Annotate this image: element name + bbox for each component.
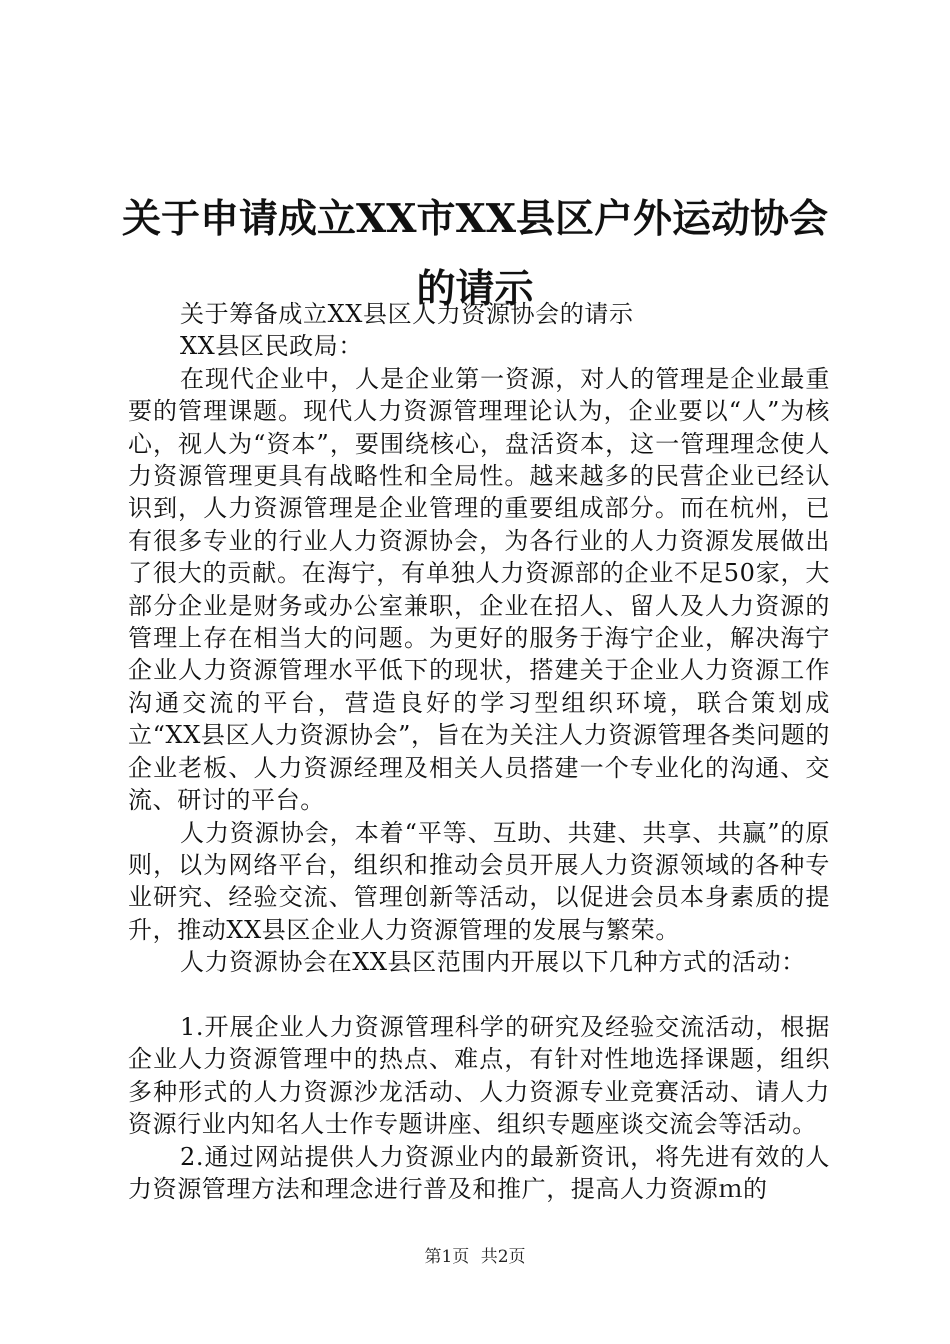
- page-number: 第1页: [424, 1247, 470, 1267]
- paragraph-principle: 人力资源协会，本着“平等、互助、共建、共享、共赢”的原则，以为网络平台，组织和推动会员开展人力资源领域的各种专业研究、经验交流、管理创新等活动，以促进会员本身素质的提升，推动XX县区企业人力资源管理的发展与繁荣。: [128, 818, 830, 944]
- paragraph-activities-lead: 人力资源协会在XX县区范围内开展以下几种方式的活动：: [180, 948, 806, 977]
- page-total: 共2页: [480, 1247, 526, 1267]
- page-footer: [0, 1242, 950, 1267]
- paragraph-intro: 在现代企业中，人是企业第一资源，对人的管理是企业最重要的管理课题。现代人力资源管理理论认为，企业要以“人”为核心，视人为“资本”，要围绕核心，盘活资本，这一管理理念使人力资源管理更具有战略性和全局性。越来越多的民营企业已经认识到，人力资源管理是企业管理的重要组成部分。而在杭州，已有很多专业的行业人力资源协会，为各行业的人力资源发展做出了很大的贡献。在海宁，有单独人力资源部的企业不足50家，大部分企业是财务或办公室兼职，企业在招人、留人及人力资源的管理上存在相当大的问题。为更好的服务于海宁企业，解决海宁企业人力资源管理水平低下的现状，搭建关于企业人力资源工作沟通交流的平台，营造良好的学习型组织环境，联合策划成立“XX县区人力资源协会”，旨在为关注人力资源管理各类问题的企业老板、人力资源经理及相关人员搭建一个专业化的沟通、交流、研讨的平台。: [128, 364, 830, 815]
- subtitle: 关于筹备成立XX县区人力资源协会的请示: [180, 300, 634, 328]
- list-item: 1.开展企业人力资源管理科学的研究及经验交流活动，根据企业人力资源管理中的热点、难点，有针对性地选择课题，组织多种形式的人力资源沙龙活动、人力资源专业竞赛活动、请人力资源行业内知名人士作专题讲座、组织专题座谈交流会等活动。: [128, 1012, 830, 1139]
- list-item: 2.通过网站提供人力资源业内的最新资讯，将先进有效的人力资源管理方法和理念进行普及和推广，提高人力资源ｍ的: [128, 1142, 830, 1203]
- document-body: [128, 298, 830, 1205]
- document-title: 关于申请成立XX市XX县区户外运动协会的请示: [121, 196, 829, 313]
- recipient: XX县区民政局：: [180, 332, 363, 361]
- blank-line: [128, 979, 830, 1011]
